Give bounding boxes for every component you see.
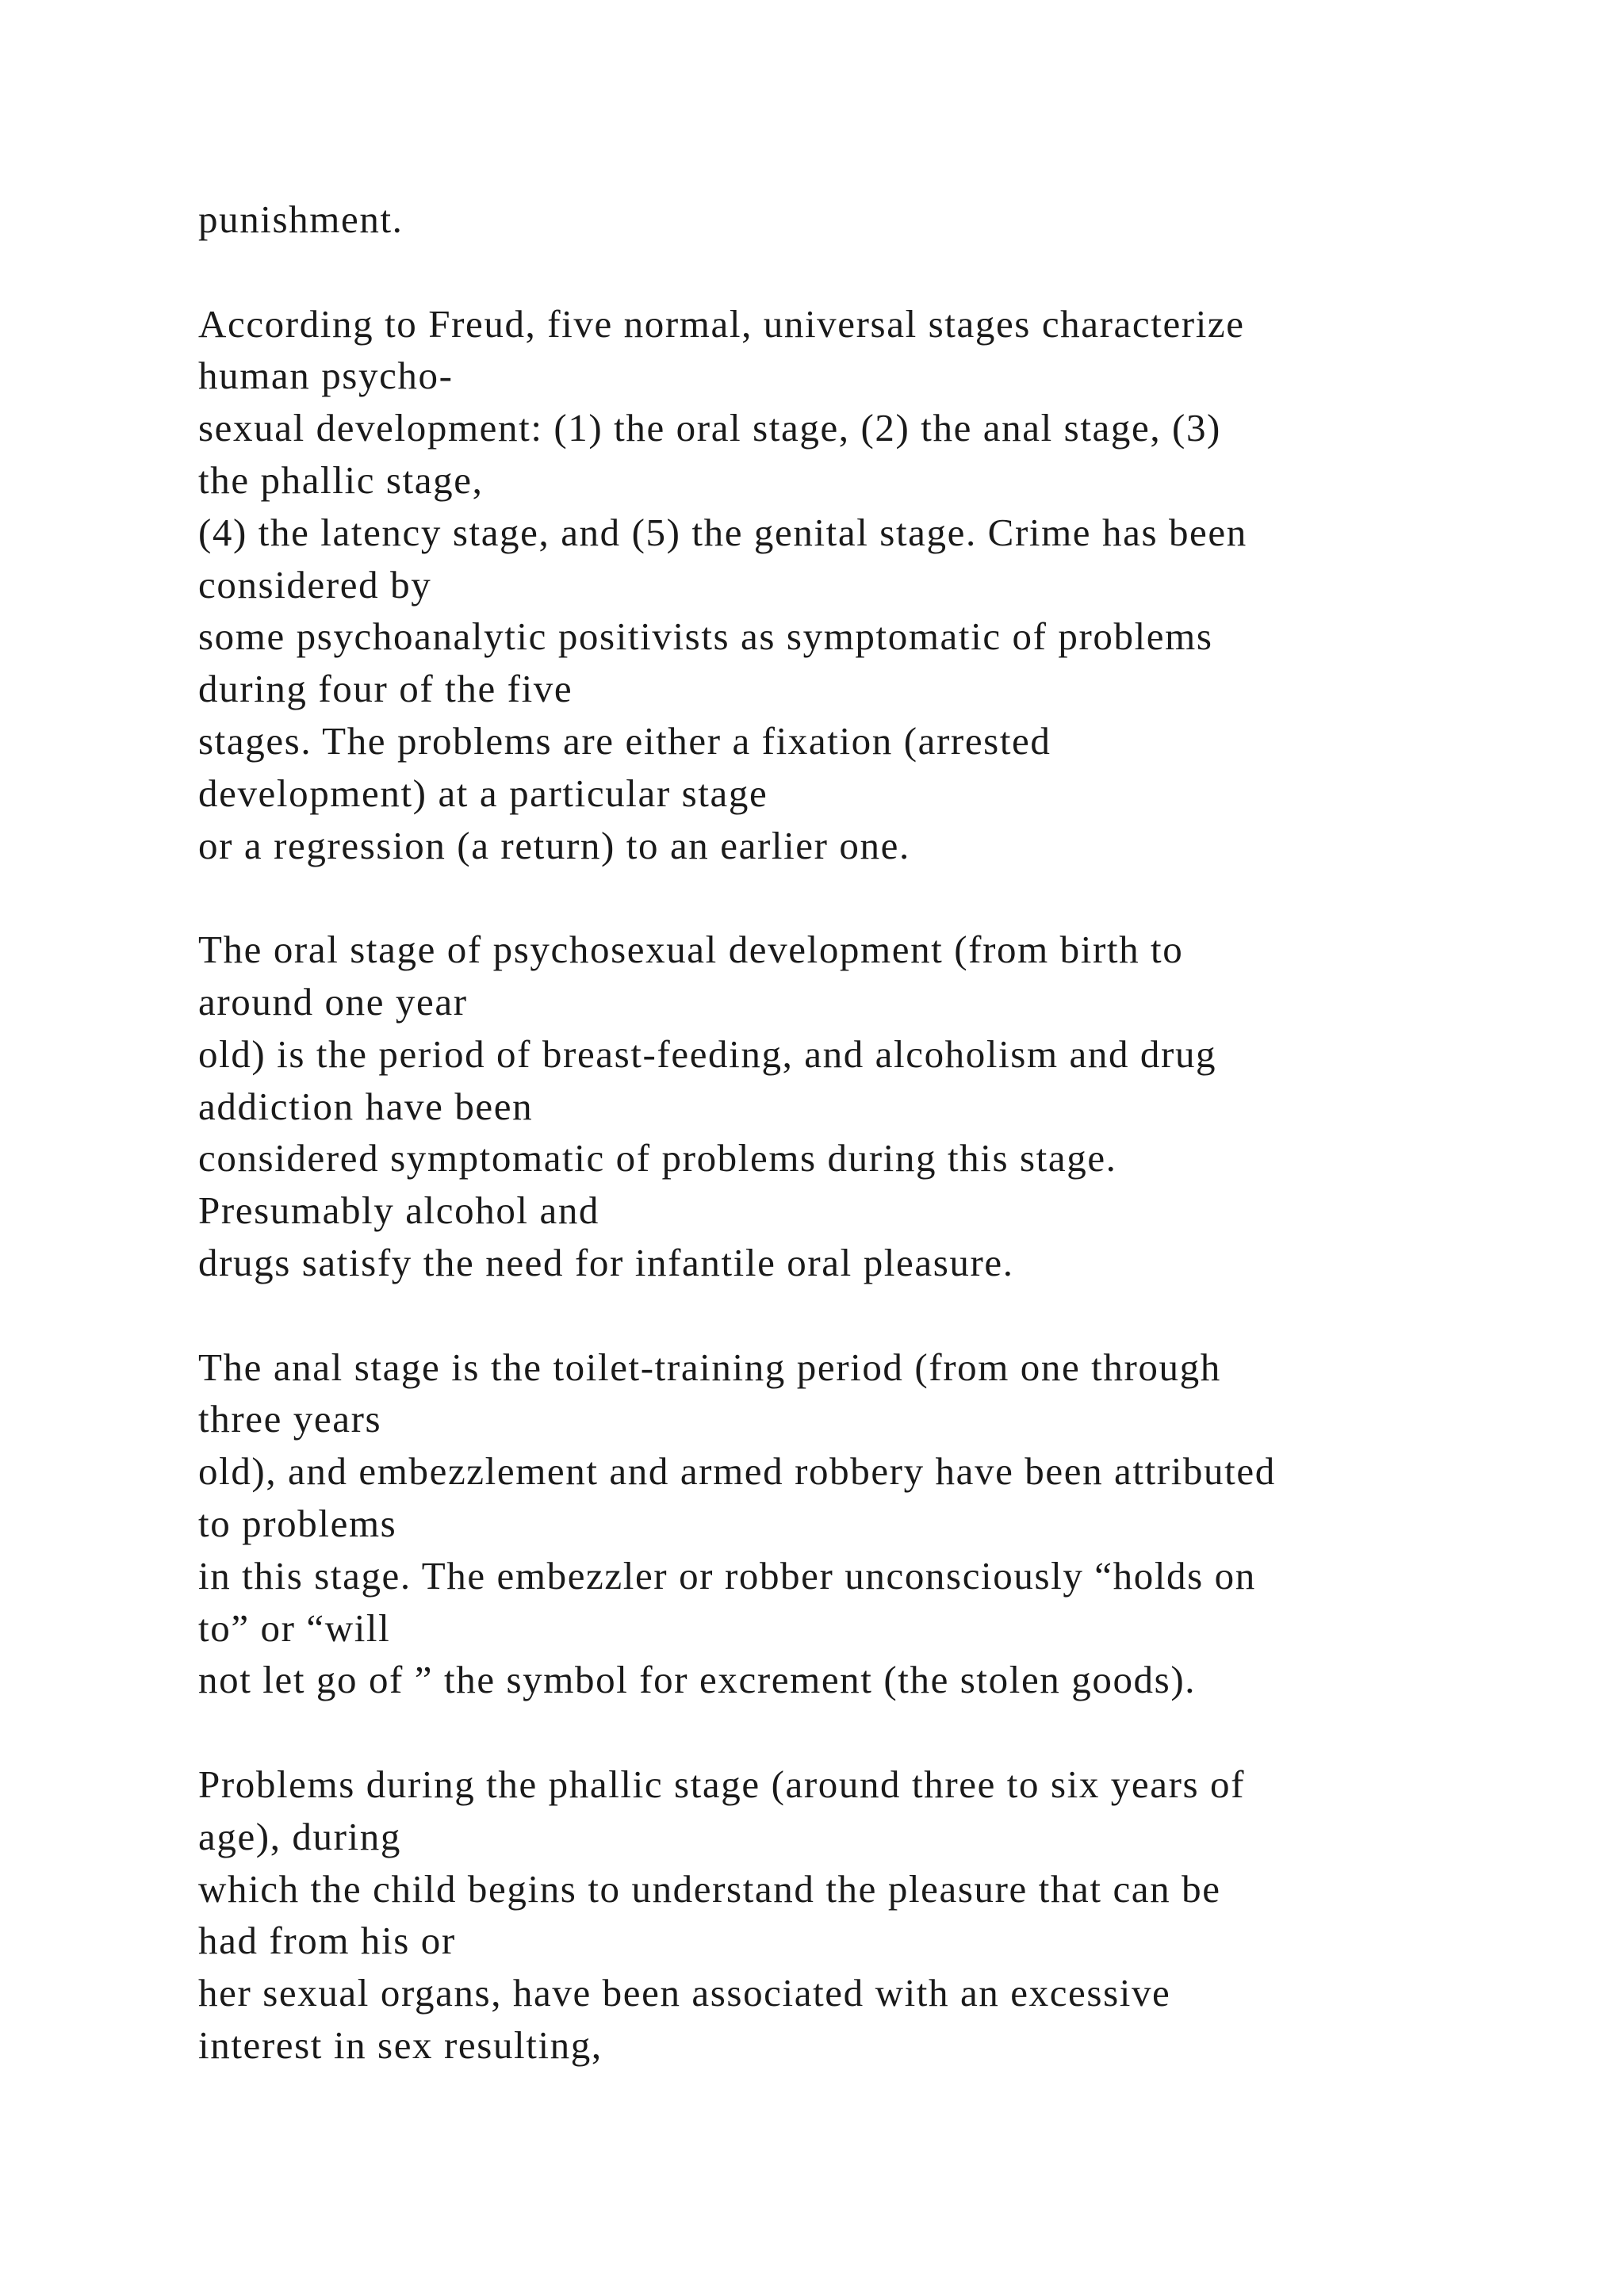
text-line: interest in sex resulting,	[198, 2022, 603, 2067]
document-text	[198, 193, 1546, 2123]
text-line: punishment.	[198, 197, 404, 241]
paragraph-2	[198, 298, 1546, 872]
text-line: sexual development: (1) the oral stage, (2) the anal stage, (3)	[198, 406, 1221, 450]
text-line: The anal stage is the toilet-training period (from one through	[198, 1345, 1221, 1389]
text-line: around one year	[198, 979, 468, 1024]
text-line: her sexual organs, have been associated with an excessive	[198, 1971, 1171, 2015]
text-line: drugs satisfy the need for infantile oral pleasure.	[198, 1240, 1014, 1284]
text-line: addiction have been	[198, 1084, 534, 1128]
text-line: during four of the five	[198, 667, 573, 711]
text-line: human psycho-	[198, 354, 454, 398]
paragraph-4	[198, 1341, 1546, 1707]
text-line: The oral stage of psychosexual development (from birth to	[198, 928, 1184, 972]
text-line: in this stage. The embezzler or robber unconsciously “holds on	[198, 1553, 1256, 1598]
text-line: Problems during the phallic stage (around three to six years of	[198, 1762, 1246, 1806]
text-line: old), and embezzlement and armed robbery have been attributed	[198, 1449, 1276, 1494]
paragraph-5	[198, 1758, 1546, 2072]
text-line: had from his or	[198, 1919, 456, 1963]
text-line: considered symptomatic of problems during this stage.	[198, 1136, 1117, 1181]
text-line: stages. The problems are either a fixation (arrested	[198, 718, 1051, 763]
text-line: development) at a particular stage	[198, 771, 768, 815]
text-line: to problems	[198, 1501, 397, 1545]
text-line: the phallic stage,	[198, 457, 484, 502]
text-line: considered by	[198, 562, 432, 607]
text-line: which the child begins to understand the pleasure that can be	[198, 1866, 1221, 1911]
paragraph-3	[198, 924, 1546, 1289]
text-line: (4) the latency stage, and (5) the genital stage. Crime has been	[198, 510, 1247, 554]
text-line: or a regression (a return) to an earlier one.	[198, 823, 910, 867]
text-line: to” or “will	[198, 1605, 391, 1650]
paragraph-1	[198, 193, 1546, 246]
text-line: According to Freud, five normal, universal stages characterize	[198, 301, 1245, 346]
text-line: some psychoanalytic positivists as symptomatic of problems	[198, 614, 1213, 659]
text-line: age), during	[198, 1814, 401, 1858]
text-line: not let go of ” the symbol for excrement (the stolen goods).	[198, 1658, 1197, 1702]
text-line: old) is the period of breast-feeding, and alcoholism and drug	[198, 1031, 1217, 1076]
text-line: three years	[198, 1397, 382, 1441]
text-line: Presumably alcohol and	[198, 1188, 600, 1233]
